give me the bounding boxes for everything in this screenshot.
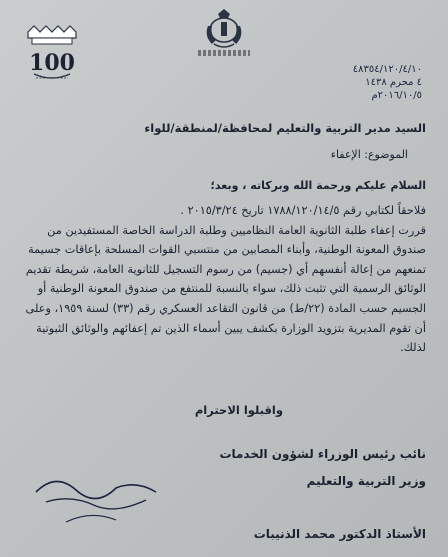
signatory-title: نائب رئيس الوزراء لشؤون الخدمات (219, 447, 426, 461)
paragraph-line: الجسيم حسب المادة (٢٢/ط) من قانون التقاعد العسكري رقم (٣٣) لسنة ١٩٥٩، وعلى (25, 301, 426, 315)
paragraph-line: أن تقوم المديرية بتزويد الوزارة بكشف يبين أسماء الذين تم إعفائهم والوثائق الثبوتية (36, 321, 426, 335)
paragraph-line: فلاحقاً لكتابي رقم ١٧٨٨/١٢٠/١٤/٥ تاريخ ٢٠١٥/٣/٢٤ . (180, 204, 426, 217)
signatory-name: الأستاذ الدكتور محمد الذنيبات (253, 527, 426, 541)
subject-line: الموضوع: الإعفاء (330, 148, 408, 161)
centennial-number: 100 (29, 50, 75, 76)
signatory-ministry: وزير التربية والتعليم (306, 474, 426, 488)
crest-caption-script (198, 50, 250, 56)
greeting: السلام عليكم ورحمة الله وبركاته ، وبعد؛ (210, 179, 426, 192)
jordan-crest-emblem (200, 6, 248, 50)
paragraph-line: الوثائق الرسمية التي تثبت ذلك، سواء بالنسبة للمنتفع من صندوق المعونة الوطنية أو (37, 282, 426, 296)
closing-phrase: واقبلوا الاحترام (194, 403, 283, 417)
paragraph-line: تمنعهم من إعالة أنفسهم أي (جسيم) من رسوم التسجيل للثانوية العامة، شريطة تقديم (25, 262, 426, 276)
paragraph-line: صندوق المعونة الوطنية، وأبناء المصابين من منتسبي القوات المسلحة بإعاقات جسيمة (28, 243, 426, 257)
paragraph-line: لذلك. (400, 341, 426, 355)
handwritten-signature (16, 462, 176, 532)
letter-paragraph (18, 201, 426, 358)
paragraph-line: قررت إعفاء طلبة الثانوية العامة النظاميين وطلبة الدراسة الخاصة المستفيدين من (47, 223, 426, 237)
hijri-date: ٤ محرم ١٤٣٨ (365, 77, 422, 88)
centennial-logo (22, 24, 82, 86)
addressee: السيد مدير التربية والتعليم لمحافظة/لمنطقة/للواء (144, 121, 426, 135)
gregorian-date: ٢٠١٦/١٠/٥م (371, 90, 422, 101)
reference-number: ٤٨٣٥٤/١٢٠/٤/١٠ (352, 64, 422, 75)
